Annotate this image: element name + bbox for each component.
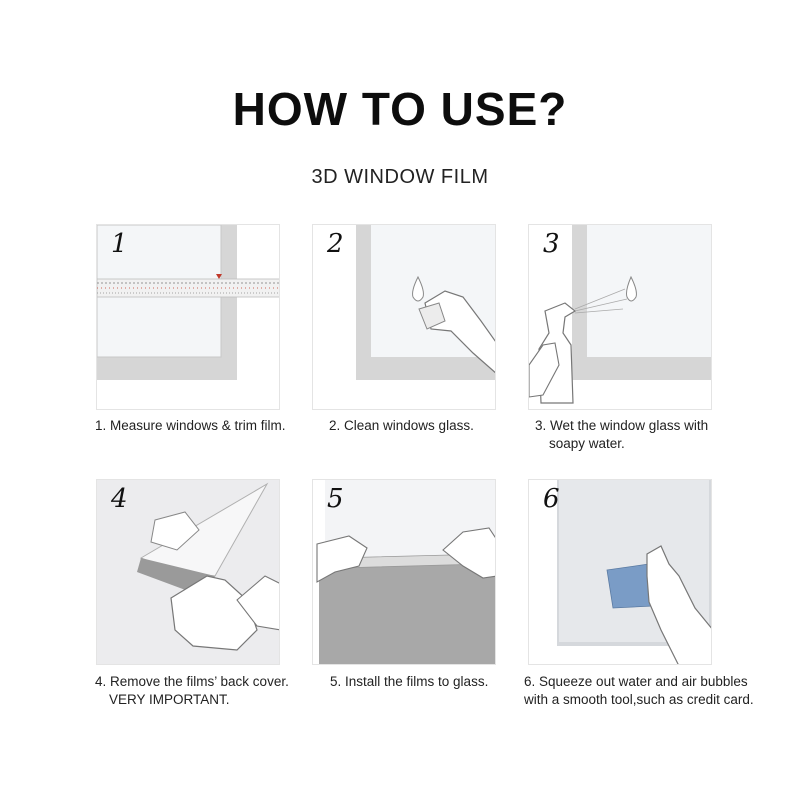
step-3-caption-line2: soapy water. (549, 436, 625, 451)
step-2-panel (312, 224, 496, 410)
step-2-number: 2 (327, 229, 344, 259)
step-1-number: 1 (111, 229, 128, 259)
step-1-caption-line1: 1. Measure windows & trim film. (95, 418, 286, 433)
step-5-caption-line1: 5. Install the films to glass. (330, 674, 489, 689)
step-3-caption-line1: 3. Wet the window glass with (535, 418, 709, 433)
step-6-number: 6 (543, 484, 560, 514)
step-6-panel (528, 479, 712, 665)
step-6-caption (524, 673, 754, 709)
page-title: HOW TO USE? (232, 83, 568, 135)
step-2-caption-line1: 2. Clean windows glass. (329, 418, 474, 433)
step-1-caption (95, 417, 286, 435)
step-3-panel (528, 224, 712, 410)
step-4-number: 4 (111, 484, 128, 514)
step-4-caption-line1: 4. Remove the films’ back cover. (95, 674, 289, 689)
step-3-caption (535, 417, 708, 453)
page-subtitle: 3D WINDOW FILM (311, 166, 489, 188)
step-4-panel (96, 479, 280, 665)
step-5-panel (312, 479, 496, 665)
step-4-caption-line2: VERY IMPORTANT. (109, 692, 230, 707)
step-2-caption (329, 417, 474, 435)
step-1-panel (96, 224, 280, 410)
step-5-number: 5 (327, 484, 344, 514)
step-6-caption-line2: with a smooth tool,such as credit card. (524, 692, 754, 707)
step-5-caption (330, 673, 488, 691)
step-6-caption-line1: 6. Squeeze out water and air bubbles (524, 674, 748, 689)
step-3-number: 3 (543, 229, 560, 259)
step-4-caption (95, 673, 289, 709)
